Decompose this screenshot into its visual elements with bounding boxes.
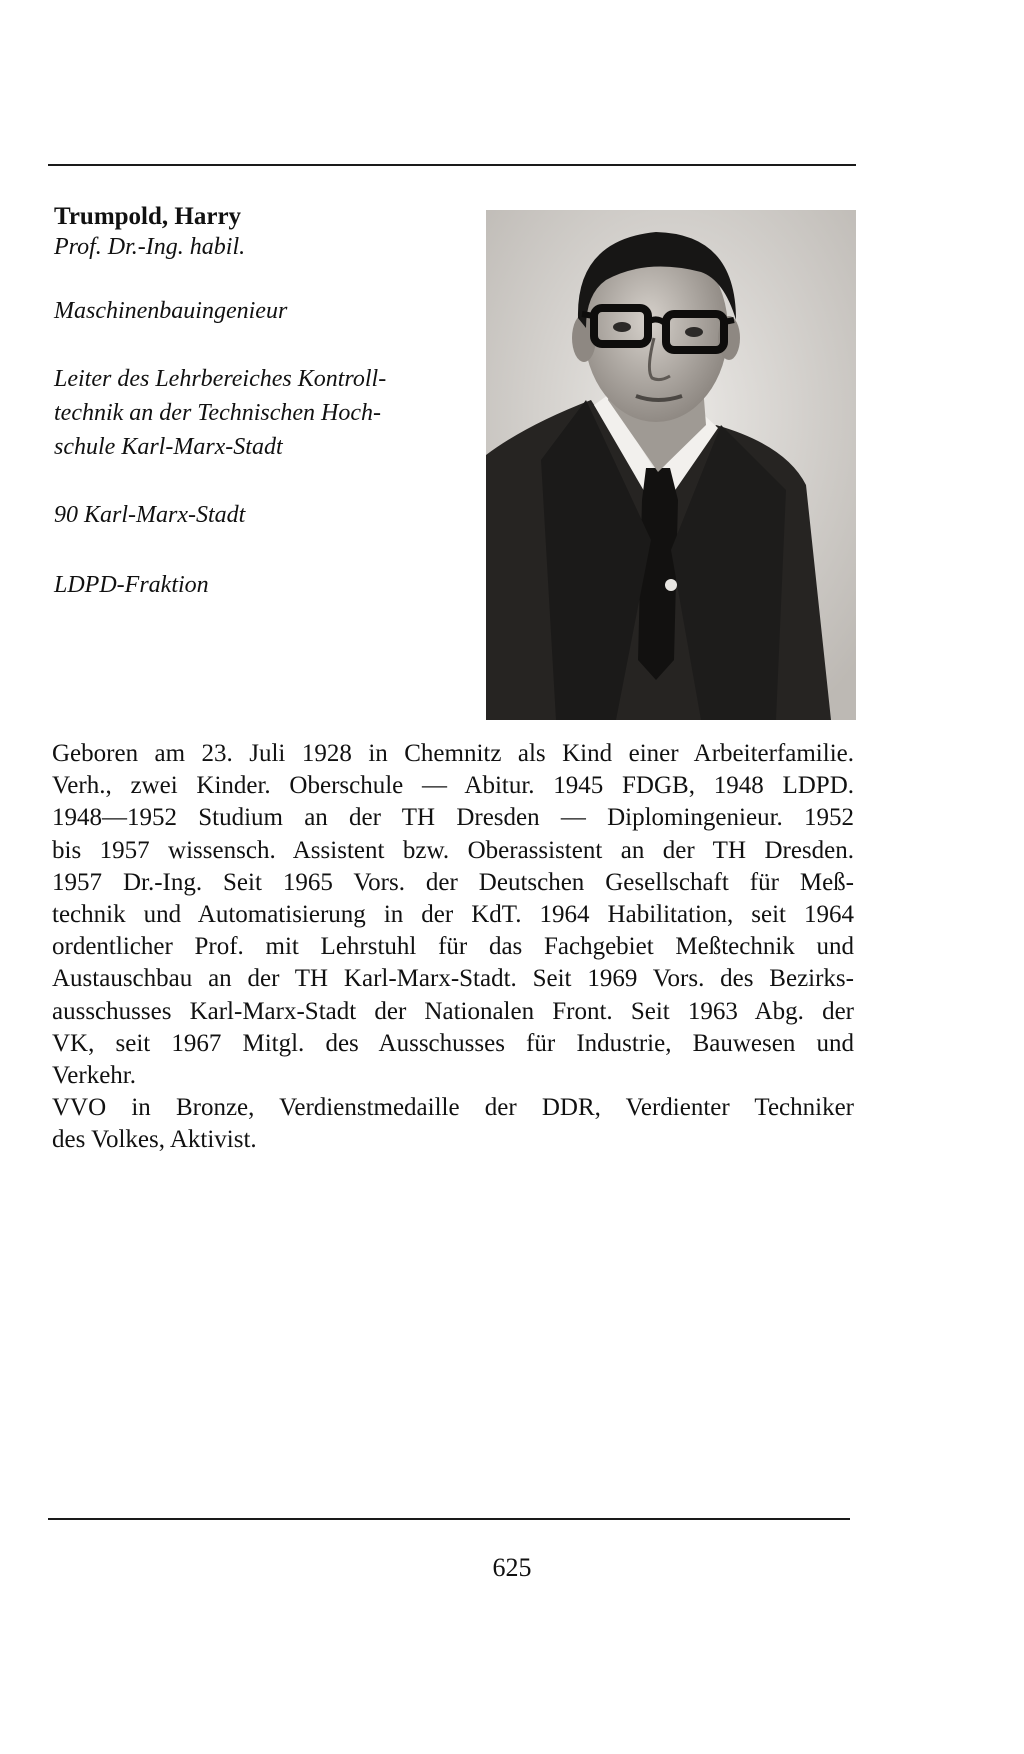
portrait-illustration	[486, 210, 856, 720]
position-block	[54, 362, 464, 464]
bio-line: 1948—1952 Studium an der TH Dresden — Diplomingenieur. 1952	[52, 804, 854, 832]
bio-line: 1957 Dr.-Ing. Seit 1965 Vors. der Deutschen Gesellschaft für Meß-	[52, 868, 854, 896]
bio-line: VVO in Bronze, Verdienstmedaille der DDR, Verdienter Techniker	[52, 1094, 854, 1122]
bio-line: ausschusses Karl-Marx-Stadt der Nationalen Front. Seit 1963 Abg. der	[52, 997, 854, 1025]
bio-line: Austauschbau an der TH Karl-Marx-Stadt. Seit 1969 Vors. des Bezirks-	[52, 965, 854, 993]
bottom-rule	[48, 1518, 850, 1520]
academic-title: Prof. Dr.-Ing. habil.	[54, 234, 246, 260]
bio-line: Geboren am 23. Juli 1928 in Chemnitz als Kind einer Arbeiterfamilie.	[52, 740, 854, 767]
bio-line: VK, seit 1967 Mitgl. des Ausschusses für Industrie, Bauwesen und	[52, 1029, 854, 1057]
address: 90 Karl-Marx-Stadt	[54, 502, 246, 528]
position-line: schule Karl-Marx-Stadt	[54, 434, 283, 460]
portrait-photo	[486, 210, 856, 720]
bio-line: bis 1957 wissensch. Assistent bzw. Oberassistent an der TH Dresden.	[52, 836, 854, 864]
bio-line: ordentlicher Prof. mit Lehrstuhl für das Fachgebiet Meßtechnik und	[52, 933, 854, 961]
top-rule	[48, 164, 856, 166]
biography	[52, 738, 854, 1157]
bio-line: Verh., zwei Kinder. Oberschule — Abitur. 1945 FDGB, 1948 LDPD.	[52, 772, 854, 800]
position-line: technik an der Technischen Hoch-	[54, 400, 382, 426]
bio-line: Verkehr.	[52, 1062, 136, 1090]
page-number: 625	[492, 1553, 532, 1582]
position-line: Leiter des Lehrbereiches Kontroll-	[54, 366, 387, 392]
entry-header	[54, 202, 464, 600]
bio-line: des Volkes, Aktivist.	[52, 1126, 257, 1154]
profession: Maschinenbauingenieur	[54, 298, 288, 324]
faction: LDPD-Fraktion	[54, 572, 209, 598]
bio-line: technik und Automatisierung in der KdT. 1964 Habilitation, seit 1964	[52, 901, 854, 929]
person-name: Trumpold, Harry	[54, 203, 242, 230]
